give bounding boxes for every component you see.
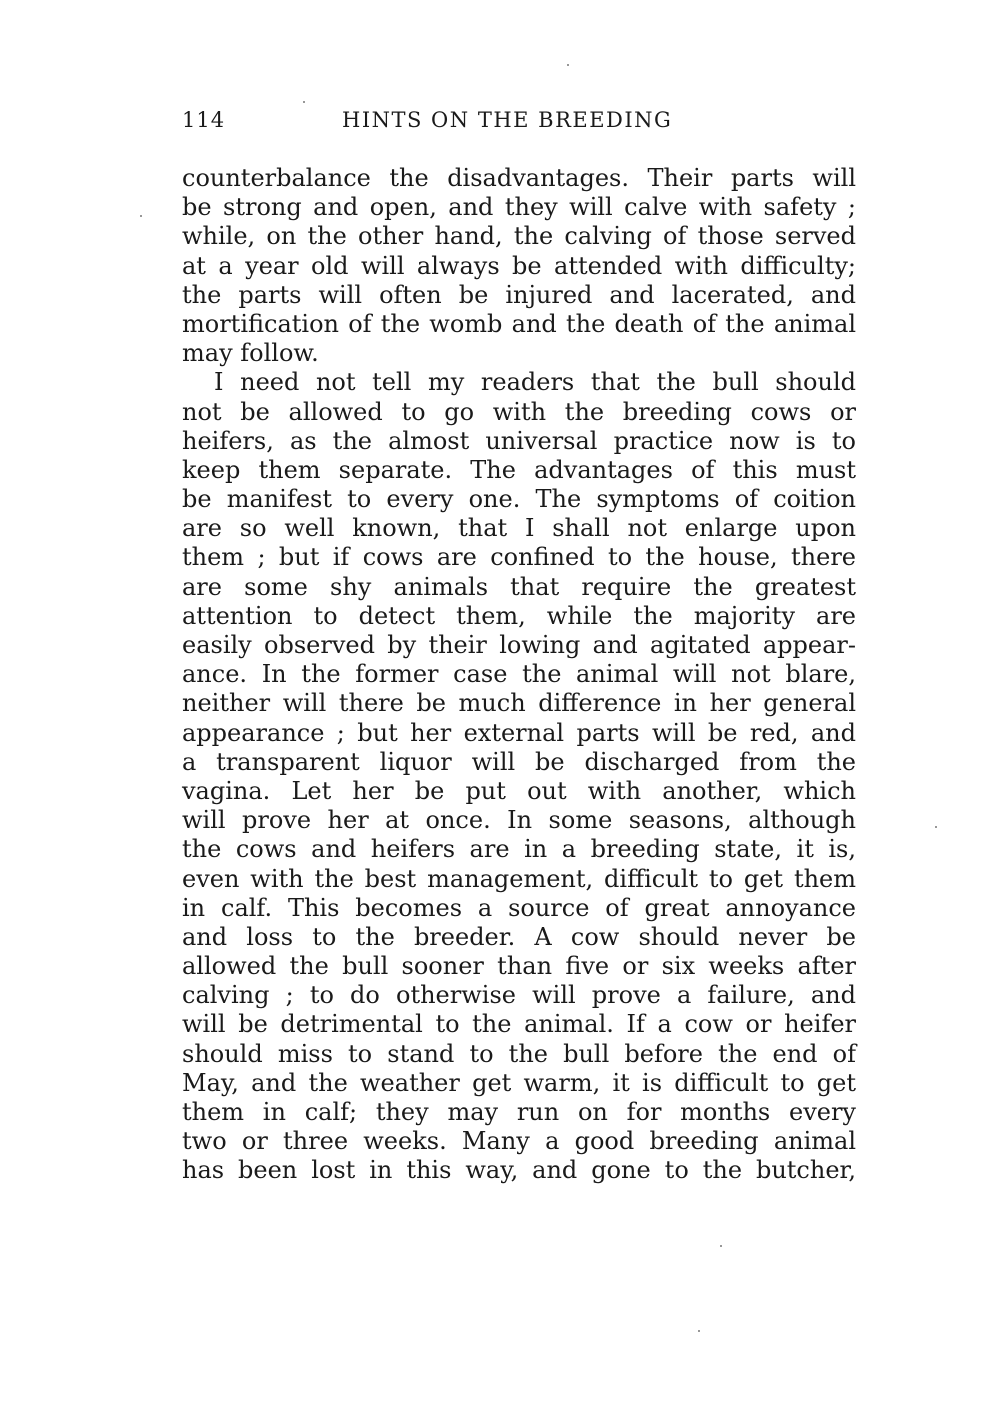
text-line: at a year old will always be attended with difficulty; bbox=[182, 251, 856, 280]
running-head bbox=[182, 108, 858, 138]
text-line: heifers, as the almost universal practice now is to bbox=[182, 426, 856, 455]
text-line: allowed the bull sooner than five or six weeks after bbox=[182, 952, 856, 981]
text-line: not be allowed to go with the breeding cows or bbox=[182, 397, 856, 426]
text-line: are so well known, that I shall not enlarge upon bbox=[182, 514, 856, 543]
text-line: calving ; to do otherwise will prove a failure, and bbox=[182, 981, 856, 1010]
text-line: the parts will often be injured and lacerated, and bbox=[182, 280, 856, 309]
text-line: and loss to the breeder. A cow should never be bbox=[182, 922, 856, 951]
text-line: them ; but if cows are confined to the house, there bbox=[182, 543, 856, 572]
text-line: the cows and heifers are in a breeding state, it is, bbox=[182, 835, 856, 864]
text-line: vagina. Let her be put out with another, which bbox=[182, 776, 856, 805]
text-line: even with the best management, difficult to get them bbox=[182, 864, 856, 893]
scan-speck bbox=[935, 826, 937, 828]
text-line: counterbalance the disadvantages. Their parts will bbox=[182, 164, 856, 192]
text-line: be manifest to every one. The symptoms of coition bbox=[182, 485, 856, 514]
text-line: attention to detect them, while the majority are bbox=[182, 601, 856, 630]
body-text bbox=[182, 164, 856, 1186]
text-line: should miss to stand to the bull before the end of bbox=[182, 1039, 856, 1068]
text-line: mortification of the womb and the death of the animal bbox=[182, 309, 856, 338]
text-line: ance. In the former case the animal will not blare, bbox=[182, 660, 856, 689]
text-line: appearance ; but her external parts will be red, and bbox=[182, 718, 856, 747]
text-line: a transparent liquor will be discharged from the bbox=[182, 747, 856, 776]
paragraph-1 bbox=[182, 164, 856, 368]
page-number: 114 bbox=[182, 108, 226, 132]
text-line: I need not tell my readers that the bull should bbox=[214, 368, 856, 397]
text-line: easily observed by their lowing and agitated appear- bbox=[182, 631, 856, 659]
paragraph-2 bbox=[182, 368, 856, 1185]
text-line: them in calf; they may run on for months every bbox=[182, 1098, 856, 1126]
text-line: neither will there be much difference in her general bbox=[182, 689, 856, 718]
scan-speck bbox=[567, 64, 569, 66]
text-line: two or three weeks. Many a good breeding animal bbox=[182, 1127, 856, 1156]
text-line: has been lost in this way, and gone to the butcher, bbox=[182, 1156, 856, 1185]
text-line: keep them separate. The advantages of this must bbox=[182, 455, 856, 484]
text-line: are some shy animals that require the greatest bbox=[182, 572, 856, 601]
text-line: will be detrimental to the animal. If a cow or heifer bbox=[182, 1010, 856, 1039]
text-line: in calf. This becomes a source of great annoyance bbox=[182, 893, 856, 922]
scan-speck bbox=[698, 1330, 700, 1332]
text-line: may follow. bbox=[182, 339, 319, 368]
scan-speck bbox=[720, 1245, 722, 1247]
scan-speck bbox=[140, 215, 142, 217]
scan-speck bbox=[303, 101, 305, 103]
running-title: HINTS ON THE BREEDING bbox=[342, 108, 673, 132]
text-line: while, on the other hand, the calving of those served bbox=[182, 222, 856, 251]
text-line: will prove her at once. In some seasons, although bbox=[182, 806, 856, 835]
text-line: be strong and open, and they will calve with safety ; bbox=[182, 193, 856, 222]
text-line: May, and the weather get warm, it is difficult to get bbox=[182, 1068, 856, 1097]
